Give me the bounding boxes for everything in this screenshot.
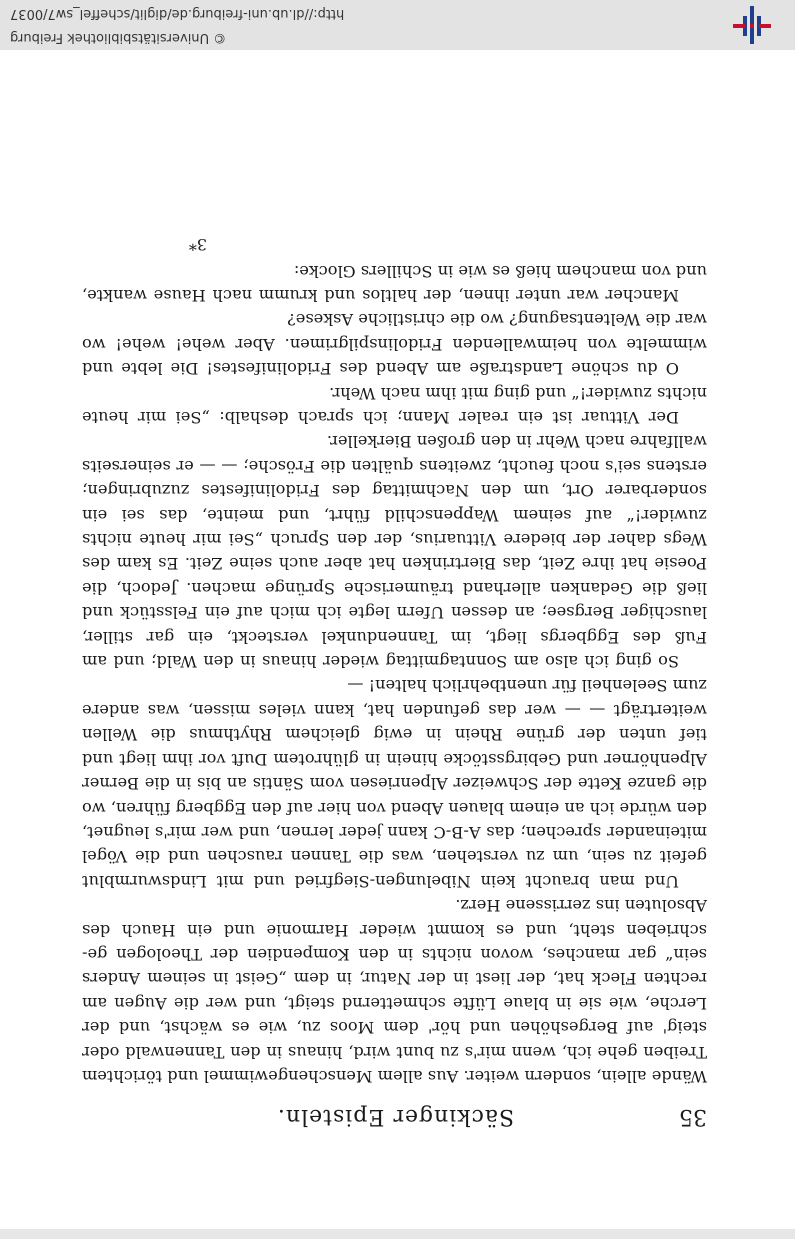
paragraph: So ging ich also am Sonntagmittag wieder hinaus in den Wald; und am Fuß des Eggbergs liegt, im Tannendunkel versteckt, ein gar stiller, lauschiger Bergsee; an dessen Ufern legte ich mich auf ein Felsstück und ließ die Gedanken allerhand träumerische Sprünge machen. Jedoch, die Poesie hat ihre Zeit, das Biertrinken hat aber auch seine Zeit. Es kam des Wegs daher der biedere Vittuarius, der den Spruch „Sei mir heute nichts zuwider!“ auf seinem Wappenschild führt, und meinte, das sei ein sonderbarer Ort, um den Nachmittag des Fridolinifestes zuzubringen; erstens sei's noch feucht, zweitens quälten die Frösche; — — er seinerseits wallfahre nach Wehr in den großen Bierkeller.	[82, 432, 707, 672]
page-header	[82, 1104, 707, 1129]
paragraph: Der Vittuar ist ein realer Mann; ich sprach deshalb: „Sei mir heute nichts zuwider!“ und ging mit ihm nach Wehr.	[82, 383, 707, 428]
university-logo-icon[interactable]	[733, 6, 771, 44]
paragraph: O du schöne Landstraße am Abend des Fridolinifestes! Die lebte und wimmelte von heimwallenden Fridolinspilgrimen. Aber wehe! wehe! wo war die Weltentsagung? wo die christliche Askese?	[82, 310, 707, 379]
paragraph: Mancher war unter ihnen, der haltlos und krumm nach Hause wankte, und von manchem hieß es wie in Schillers Glocke:	[82, 261, 707, 305]
bottom-strip	[0, 1229, 795, 1239]
viewer-header-bar	[0, 0, 795, 50]
signature-mark: 3*	[188, 235, 207, 255]
document-url-link[interactable]: http://dl.ub.uni-freiburg.de/diglit/scheffel_sw7/0037	[10, 6, 345, 21]
scanned-book-page	[82, 235, 707, 1129]
copyright-text: © Universitätsbibliothek Freiburg	[10, 30, 227, 45]
paragraph: Wände allein, sondern weiter. Aus allem Menschengewimmel und törichtem Treiben gehe ich, wenn mir's zu bunt wird, hinaus in den Tannenwald oder steig' auf Bergeshöhen und hör' dem Moos zu, wie es wächst, und der Lerche, wie sie in blaue Lüfte schmetternd steigt, und wer die Augen am rechten Fleck hat, der liest in der Natur, in dem „Geist in seinem Anders sein“ gar manches, wovon nichts in den Kompendien der Theologen geschrieben steht, und es kommt wieder Harmonie und ein Hauch des Absoluten ins zerrissene Herz.	[82, 896, 707, 1086]
running-title: Säckinger Episteln.	[276, 1104, 515, 1129]
paragraph: Und man braucht kein Nibelungen-Siegfried und mit Lindswurmblut gefeit zu sein, um zu verstehen, was die Tannen rauschen und die Vögel miteinander sprechen; das A-B-C kann jeder lernen, und wer mir's leugnet, den würde ich an einem blauen Abend von hier auf den Eggberg führen, wo die ganze Kette der Schweizer Alpenriesen vom Säntis an bis in die Berner Alpenhörner und Gebirgsstöcke hinein in glührotem Duft vor ihm liegt und tief unten der grüne Rhein in ewig gleichem Rhythmus die Wellen weiterträgt — — wer das gefunden hat, kann vieles missen, was andere zum Seelenheil für unentbehrlich halten! —	[82, 676, 707, 891]
page-body	[82, 258, 707, 1088]
page-number: 35	[679, 1104, 707, 1129]
